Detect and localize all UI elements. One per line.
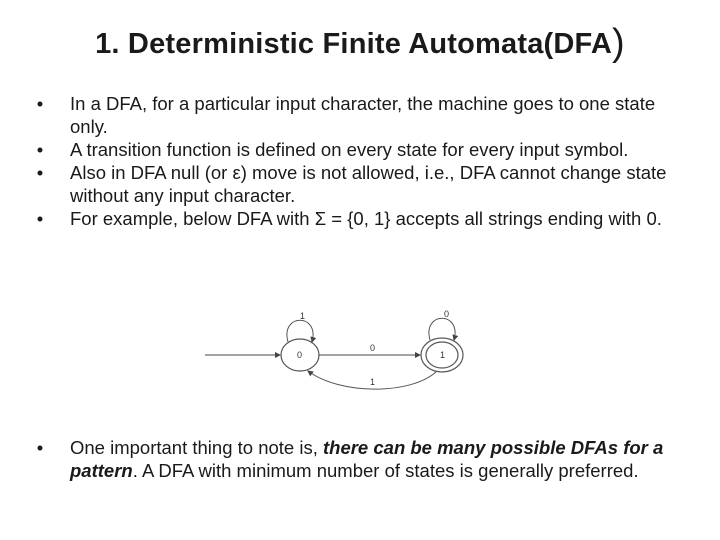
bullet-text: In a DFA, for a particular input character, the machine goes to one state only. [70,93,656,137]
slide-title [0,22,720,65]
bullet-text-after: . A DFA with minimum number of states is generally preferred. [132,460,639,481]
state-a-label: 0 [297,350,303,360]
state-b-label: 1 [440,350,446,360]
edge-a-b-label: 0 [370,343,376,353]
bullet-text-before: One important thing to note is, [70,437,323,458]
bullet-glyph: • [36,93,44,114]
bullet-glyph: • [36,437,44,458]
loop-b-label: 0 [444,309,450,319]
bullet-glyph: • [36,208,44,229]
edge-b-a-label: 1 [370,377,376,387]
bullet-text-emphasis: there can be many possible DFAs for a pattern [70,437,664,481]
dfa-diagram [200,305,490,400]
bullet-item [30,92,690,138]
bullet-glyph: • [36,162,44,183]
loop-b [429,318,455,340]
bullet-item [30,138,690,161]
bullet-glyph: • [36,139,44,160]
bullet-item [30,161,690,207]
bullet-list-bottom [30,436,690,482]
slide-title-text: 1. Deterministic Finite Automata(DFA [95,28,613,60]
bullet-item [30,436,690,482]
bullet-item [30,207,690,230]
bullet-text: Also in DFA null (or ε) move is not allowed, i.e., DFA cannot change state without any input character. [70,162,667,206]
loop-a-label: 1 [300,311,306,321]
bullet-text: A transition function is defined on every state for every input symbol. [70,139,629,160]
slide-title-paren: ) [612,22,625,64]
bullet-text: For example, below DFA with Σ = {0, 1} accepts all strings ending with 0. [70,208,662,229]
bullet-list [30,92,690,230]
